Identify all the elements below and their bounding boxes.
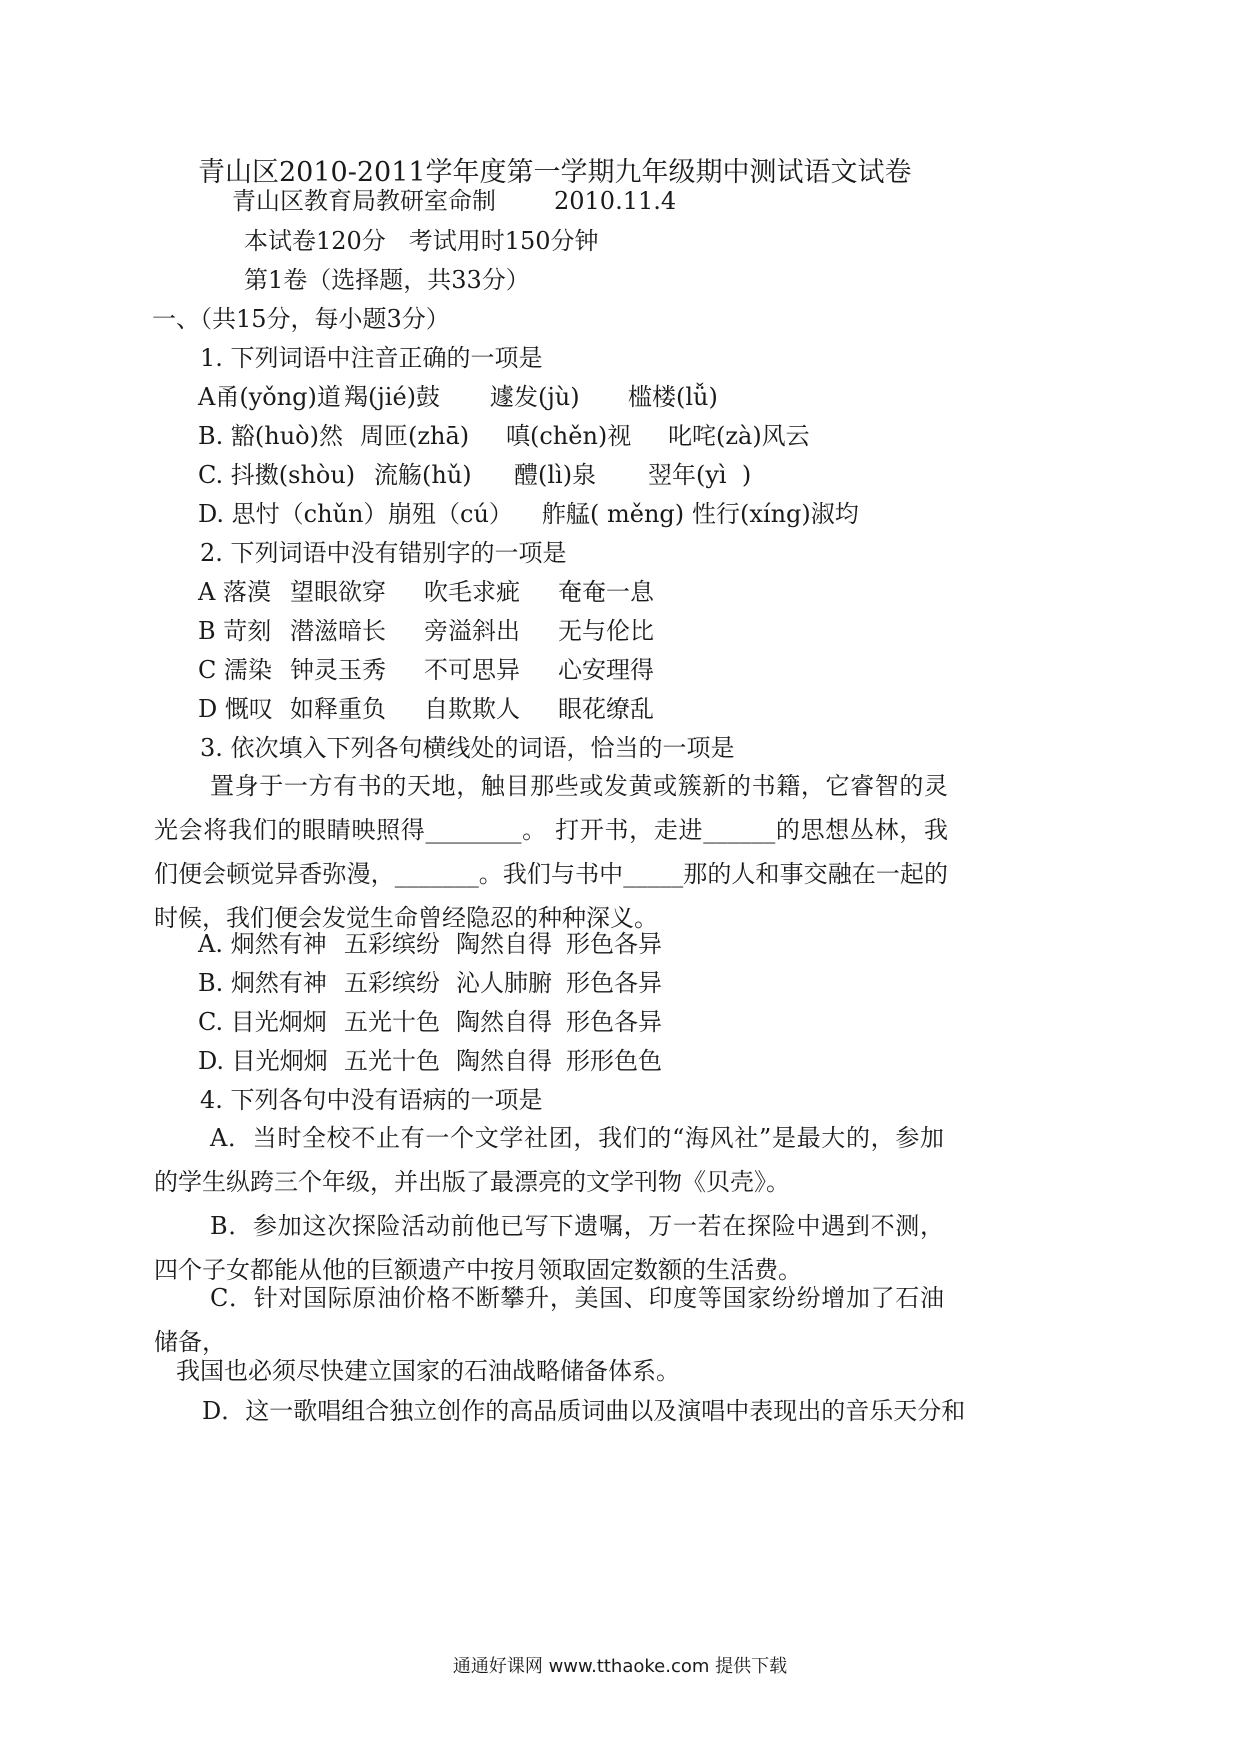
option-cell: 自欺欺人 <box>424 695 520 723</box>
option-cell: 叱咤(zà)风云 <box>668 422 810 450</box>
q4-option-d: D．这一歌唱组合独立创作的高品质词曲以及演唱中表现出的音乐天分和 <box>202 1397 966 1425</box>
author-line <box>232 186 676 216</box>
option-cell: 五光十色 <box>344 1047 440 1075</box>
option-cell: C 濡染 <box>198 656 272 684</box>
score-time: 本试卷120分 考试用时150分钟 <box>244 227 599 255</box>
q4-option-a: A．当时全校不止有一个文学社团，我们的“海风社”是最大的，参加的学生纵跨三个年级，并出版了最漂亮的文学刊物《贝壳》。 <box>154 1124 944 1196</box>
q4-option-c: C．针对国际原油价格不断攀升，美国、印度等国家纷纷增加了石油储备， <box>154 1284 944 1356</box>
volume-heading: 第1卷（选择题，共33分） <box>244 266 530 294</box>
option-cell: A 落漠 <box>198 578 271 606</box>
option-cell: 吹毛求疵 <box>424 578 520 606</box>
option-cell: 旁溢斜出 <box>424 617 520 645</box>
section-heading: 一、（共15分，每小题3分） <box>152 305 450 333</box>
question-4-stem: 4. 下列各句中没有语病的一项是 <box>200 1086 543 1114</box>
option-cell: 羯(jié)鼓 <box>344 383 441 411</box>
option-cell: 崩殂（cú） <box>388 500 513 528</box>
option-cell: 形色各异 <box>566 930 662 958</box>
option-cell: B. 豁(huò)然 <box>198 422 343 450</box>
option-cell: C. 目光炯炯 <box>198 1008 327 1036</box>
option-cell: A甬(yǒng)道 <box>198 383 341 411</box>
option-cell: 无与伦比 <box>558 617 654 645</box>
option-cell: 形形色色 <box>566 1047 662 1075</box>
option-cell: 眼花缭乱 <box>558 695 654 723</box>
option-cell: 五彩缤纷 <box>344 969 440 997</box>
q4-option-b: B．参加这次探险活动前他已写下遗嘱，万一若在探险中遇到不测，四个子女都能从他的巨额遗产中按月领取固定数额的生活费。 <box>154 1212 944 1284</box>
option-cell: D. 目光炯炯 <box>198 1047 328 1075</box>
option-cell: 沁人肺腑 <box>456 969 552 997</box>
option-cell: B 苛刻 <box>198 617 272 645</box>
option-cell: 如释重负 <box>290 695 386 723</box>
option-cell: 流觞(hǔ) <box>374 461 472 489</box>
option-cell: A. 炯然有神 <box>198 930 327 958</box>
option-cell: 周匝(zhā) <box>360 422 470 450</box>
question-3-stem: 3. 依次填入下列各句横线处的词语，恰当的一项是 <box>200 734 735 762</box>
option-cell: B. 炯然有神 <box>198 969 327 997</box>
question-1-stem: 1. 下列词语中注音正确的一项是 <box>200 344 543 372</box>
option-cell: 五彩缤纷 <box>344 930 440 958</box>
option-cell: 陶然自得 <box>456 930 552 958</box>
option-cell: 陶然自得 <box>456 1047 552 1075</box>
option-cell: 潜滋暗长 <box>290 617 386 645</box>
option-cell: 舴艋( měng) <box>542 500 685 528</box>
option-cell: D. 思忖（chǔn） <box>198 500 388 528</box>
option-cell: 钟灵玉秀 <box>290 656 386 684</box>
question-2-stem: 2. 下列词语中没有错别字的一项是 <box>200 539 567 567</box>
option-cell: 奄奄一息 <box>558 578 654 606</box>
footer-source: 通通好课网 www.tthaoke.com 提供下载 <box>452 1656 788 1677</box>
option-cell: 形色各异 <box>566 969 662 997</box>
option-cell: 陶然自得 <box>456 1008 552 1036</box>
q4-option-c-continued: 我国也必须尽快建立国家的石油战略储备体系。 <box>176 1357 680 1385</box>
page-title: 青山区2010-2011学年度第一学期九年级期中测试语文试卷 <box>198 157 912 188</box>
date: 2010.11.4 <box>554 187 677 215</box>
question-3-passage: 置身于一方有书的天地，触目那些或发黄或簇新的书籍，它睿智的灵光会将我们的眼睛映照得________。 打开书，走进______的思想丛林，我们便会顿觉异香弥漫，_______。我们与书中_____那的人和事交融在一起的时候，我们便会发觉生命曾经隐忍的种种深义。 <box>154 772 948 932</box>
option-cell: 嗔(chěn)视 <box>506 422 632 450</box>
option-cell: D 慨叹 <box>198 695 273 723</box>
option-cell: 望眼欲穿 <box>290 578 386 606</box>
option-cell: 性行(xíng)淑均 <box>692 500 859 528</box>
option-cell: 心安理得 <box>558 656 654 684</box>
option-cell: 槛楼(lǚ) <box>628 383 718 411</box>
option-cell: 不可思异 <box>424 656 520 684</box>
option-cell: 遽发(jù) <box>490 383 580 411</box>
option-cell: C. 抖擞(shòu) <box>198 461 356 489</box>
option-cell: 翌年(yì ) <box>648 461 752 489</box>
option-cell: 形色各异 <box>566 1008 662 1036</box>
option-cell: 五光十色 <box>344 1008 440 1036</box>
option-cell: 醴(lì)泉 <box>514 461 597 489</box>
author: 青山区教育局教研室命制 <box>232 187 496 215</box>
